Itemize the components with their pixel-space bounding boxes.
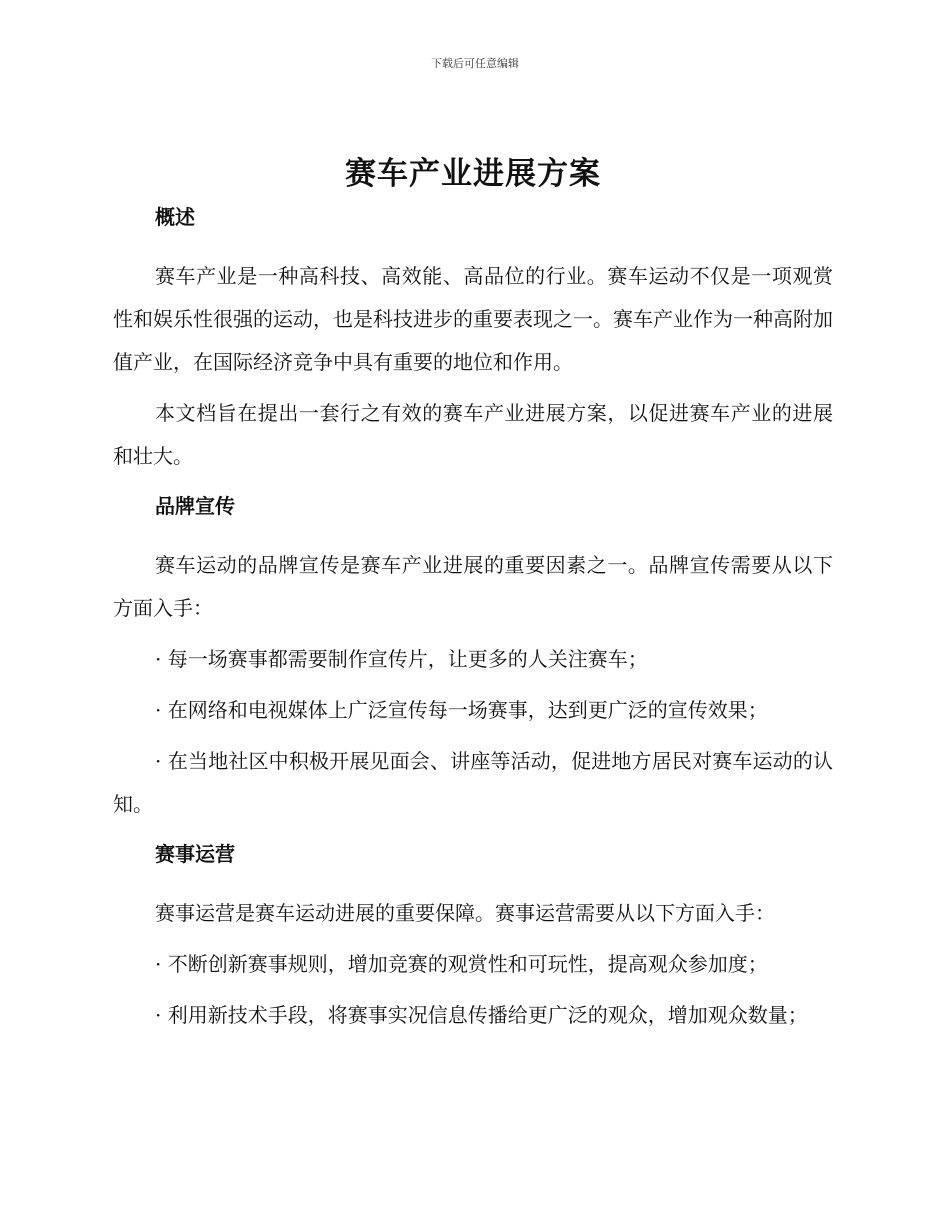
paragraph: 本文档旨在提出一套行之有效的赛车产业进展方案，以促进赛车产业的进展和壮大。 bbox=[113, 401, 833, 468]
document-body bbox=[113, 148, 833, 1045]
section-overview bbox=[113, 203, 833, 478]
document-title: 赛车产业进展方案 bbox=[345, 156, 601, 192]
header-note: 下载后可任意编辑 bbox=[431, 57, 519, 70]
section-heading: 概述 bbox=[155, 205, 195, 229]
list-item: · 在网络和电视媒体上广泛宣传每一场赛事，达到更广泛的宣传效果； bbox=[155, 698, 768, 722]
list-item: · 利用新技术手段，将赛事实况信息传播给更广泛的观众，增加观众数量； bbox=[155, 1003, 808, 1027]
paragraph: 赛车运动的品牌宣传是赛车产业进展的重要因素之一。品牌宣传需要从以下方面入手： bbox=[113, 553, 833, 620]
paragraph: 赛事运营是赛车运动进展的重要保障。赛事运营需要从以下方面入手： bbox=[155, 901, 775, 925]
section-heading: 赛事运营 bbox=[155, 842, 235, 866]
list-item: · 每一场赛事都需要制作宣传片，让更多的人关注赛车； bbox=[155, 647, 648, 671]
list-item: · 不断创新赛事规则，增加竞赛的观赏性和可玩性，提高观众参加度； bbox=[155, 952, 768, 976]
section-event-operation bbox=[113, 840, 833, 1037]
list-item: · 在当地社区中积极开展见面会、讲座等活动，促进地方居民对赛车运动的认知。 bbox=[113, 749, 833, 816]
section-brand-promotion bbox=[113, 492, 833, 826]
paragraph: 赛车产业是一种高科技、高效能、高品位的行业。赛车运动不仅是一项观赏性和娱乐性很强的运动，也是科技进步的重要表现之一。赛车产业作为一种高附加值产业，在国际经济竞争中具有重要的地位和作用。 bbox=[113, 264, 833, 374]
section-heading: 品牌宣传 bbox=[155, 494, 235, 518]
